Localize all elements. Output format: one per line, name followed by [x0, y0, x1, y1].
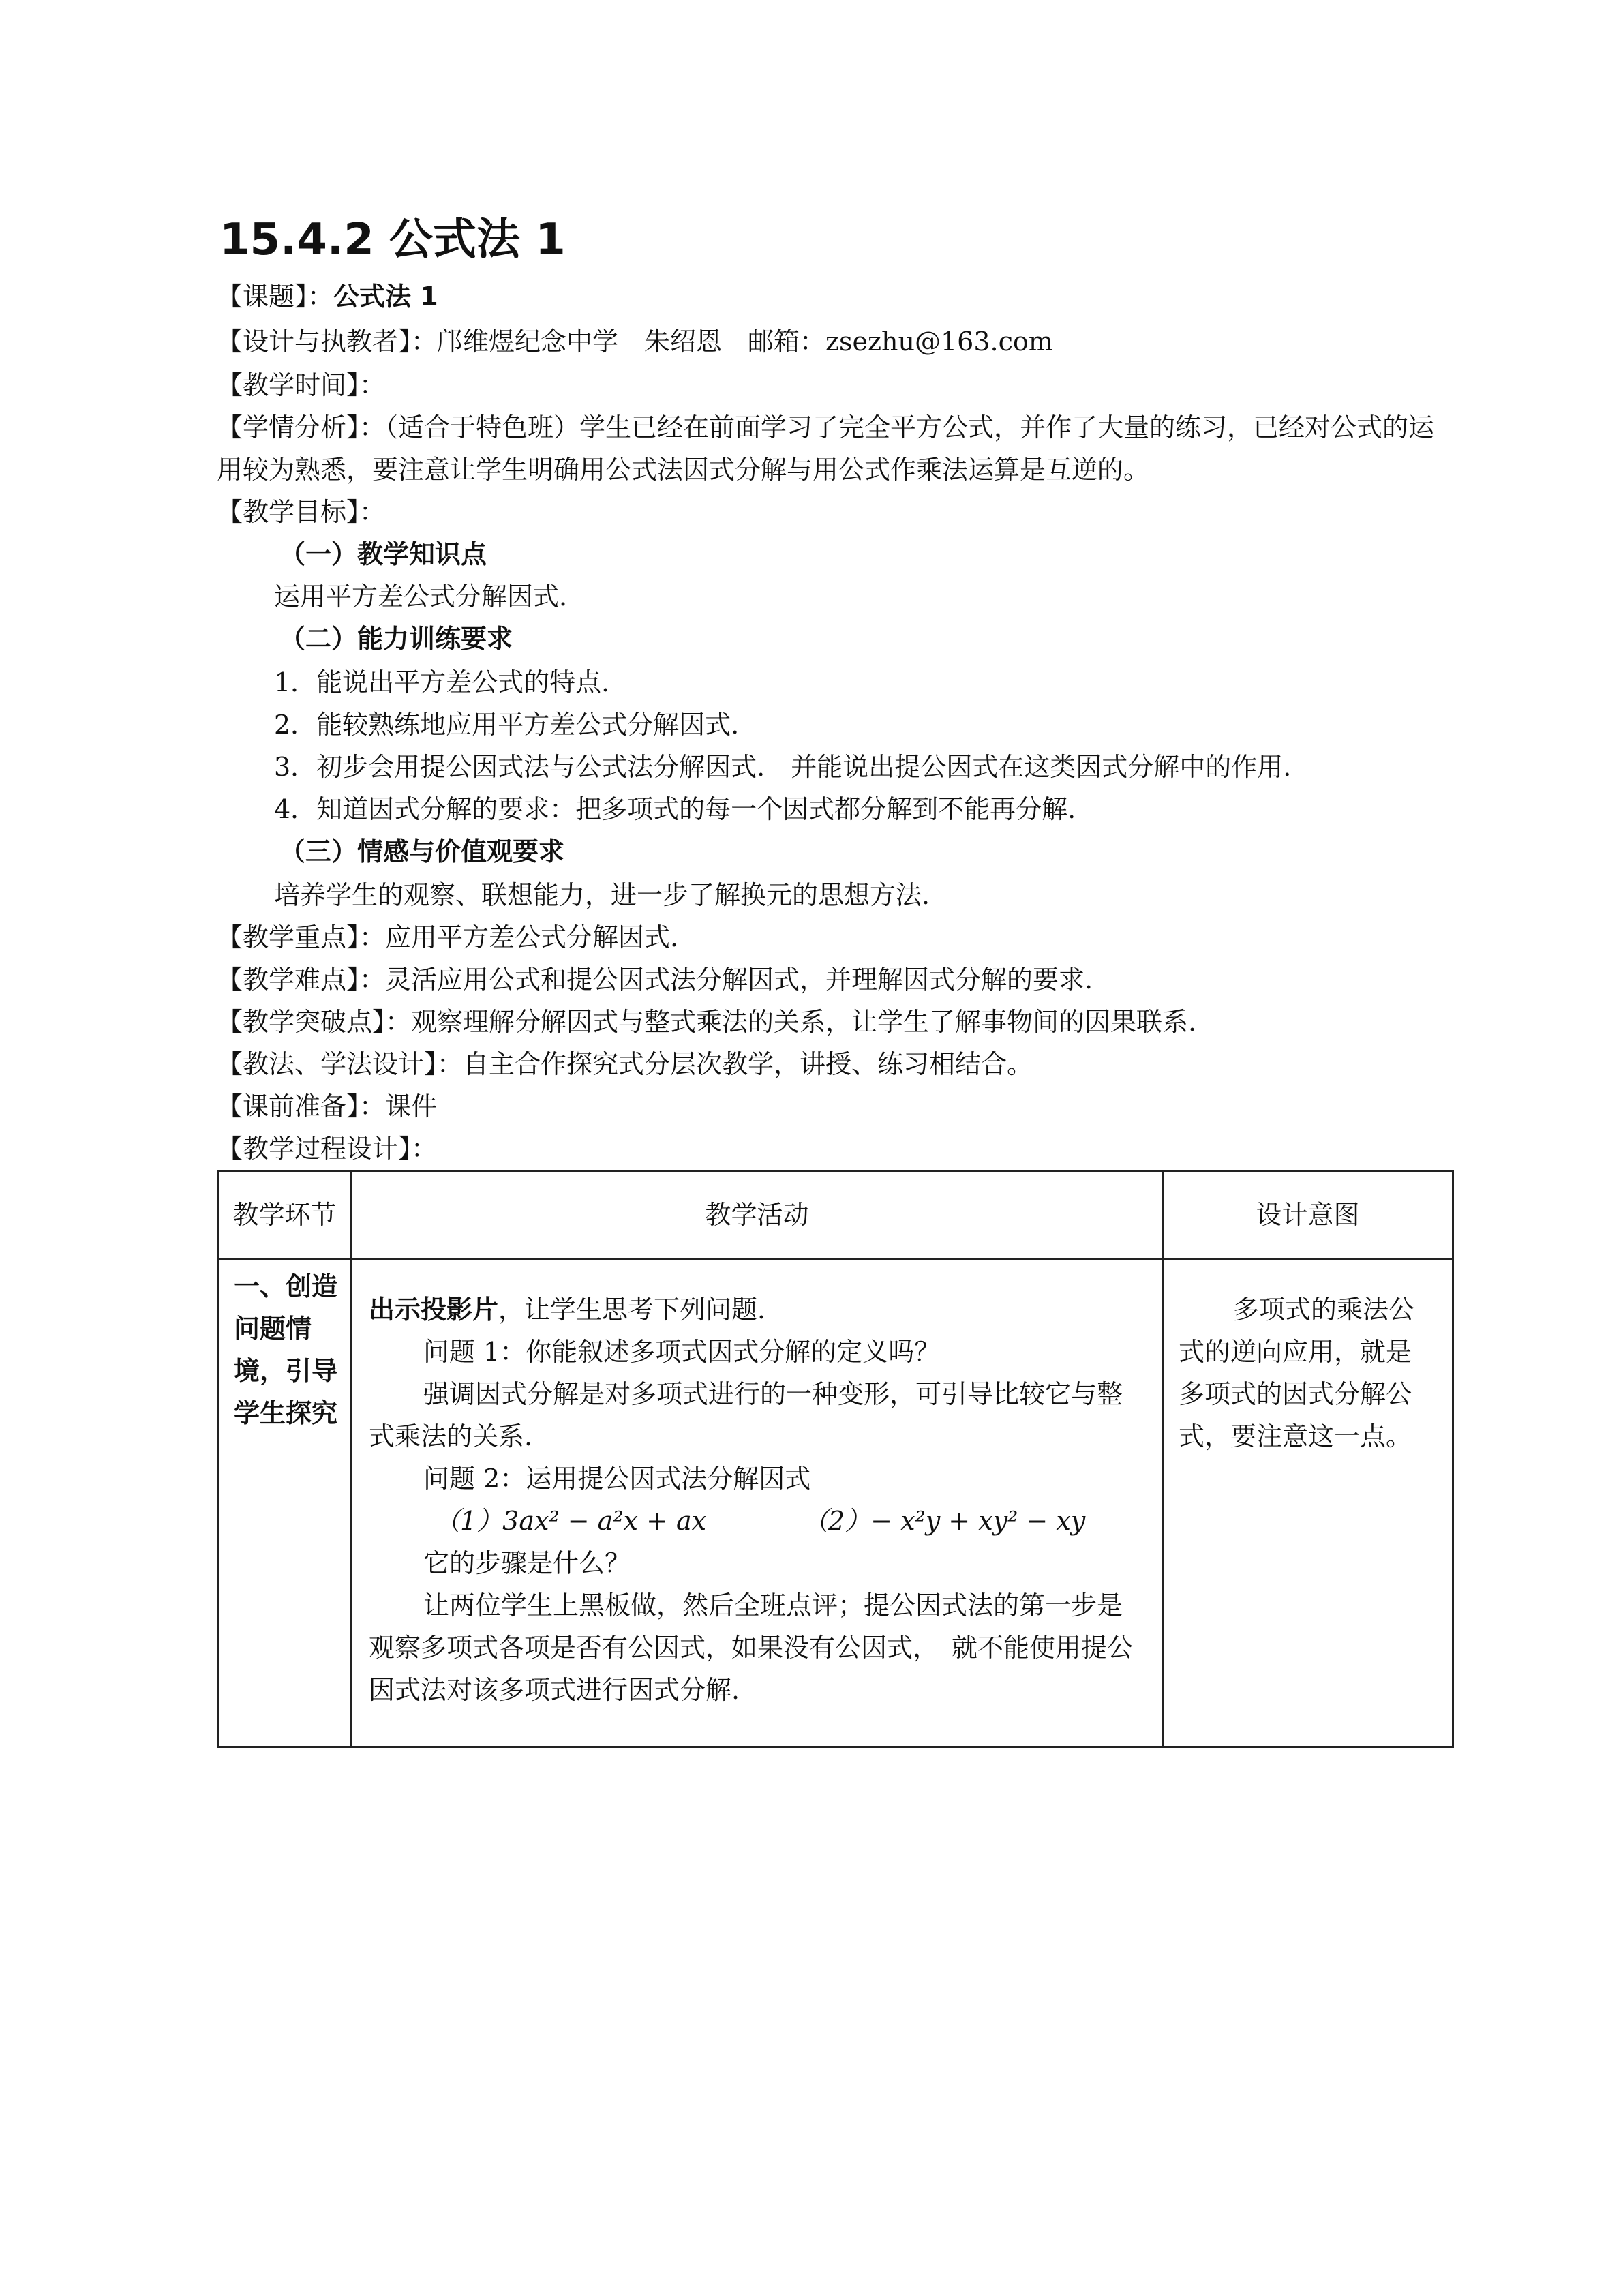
goal1-heading: （一）教学知识点 [279, 539, 487, 569]
question-2: 问题 2：运用提公因式法分解因式 [423, 1464, 811, 1494]
activity-intro-rest: ，让学生思考下列问题. [498, 1295, 766, 1325]
formula-row [434, 1500, 1145, 1542]
emphasis-text: 强调因式分解是对多项式进行的一种变形，可引导比较它与整式乘法的关系. [369, 1379, 1123, 1451]
intent-cell: 多项式的乘法公式的逆向应用，就是多项式的因式分解公式，要注意这一点。 [1163, 1259, 1453, 1747]
goal2-item-1: 1．能说出平方差公式的特点. [274, 667, 610, 697]
header-activity: 教学活动 [352, 1171, 1163, 1259]
method-line: 【教法、学法设计】：自主合作探究式分层次教学，讲授、练习相结合。 [217, 1049, 1033, 1079]
designer-line: 【设计与执教者】：邝维煜纪念中学 朱绍恩 邮箱：zsezhu@163.com [217, 327, 1053, 357]
header-intent: 设计意图 [1163, 1171, 1453, 1259]
goal2-item-2: 2．能较熟练地应用平方差公式分解因式. [274, 710, 740, 740]
teaching-process-table [217, 1170, 1454, 1748]
goal2-item-3: 3．初步会用提公因式法与公式法分解因式. 并能说出提公因式在这类因式分解中的作用. [274, 752, 1292, 782]
document-title: 15.4.2 公式法 1 [219, 215, 566, 265]
goal3-heading: （三）情感与价值观要求 [279, 836, 565, 866]
preparation-line: 【课前准备】：课件 [217, 1091, 438, 1121]
stage-cell: 一、创造问题情境，引导学生探究 [218, 1259, 352, 1747]
analysis-paragraph: 【学情分析】：（适合于特色班）学生已经在前面学习了完全平方公式，并作了大量的练习，已经对公式的运用较为熟悉，要注意让学生明确用公式法因式分解与用公式作乘法运算是互逆的。 [217, 412, 1435, 485]
table-header-row [218, 1171, 1453, 1259]
key-point-line: 【教学重点】：应用平方差公式分解因式. [217, 922, 679, 952]
table-row [218, 1259, 1453, 1747]
goal1-item: 运用平方差公式分解因式. [274, 581, 568, 611]
formula-1: （1）3ax² − a²x + ax [434, 1506, 707, 1536]
activity-intro [369, 1288, 1145, 1331]
goal2-item-4: 4．知道因式分解的要求：把多项式的每一个因式都分解到不能再分解. [274, 794, 1076, 824]
goal3-item: 培养学生的观察、联想能力，进一步了解换元的思想方法. [274, 880, 930, 910]
difficulty-line: 【教学难点】：灵活应用公式和提公因式法分解因式，并理解因式分解的要求. [217, 965, 1093, 995]
formula-2: （2）− x²y + xy² − xy [802, 1506, 1086, 1536]
process-label: 【教学过程设计】： [217, 1134, 438, 1164]
activity-intro-bold: 出示投影片 [369, 1295, 499, 1325]
practice-text: 让两位学生上黑板做，然后全班点评；提公因式法的第一步是观察多项式各项是否有公因式，如果没有公因式， 就不能使用提公因式法对该多项式进行因式分解. [369, 1590, 1134, 1705]
lesson-line [217, 275, 1444, 318]
goals-label: 【教学目标】： [217, 497, 386, 527]
lesson-value: 公式法 1 [333, 282, 438, 312]
breakthrough-line: 【教学突破点】：观察理解分解因式与整式乘法的关系，让学生了解事物间的因果联系. [217, 1007, 1197, 1037]
activity-cell [352, 1259, 1163, 1747]
time-line: 【教学时间】： [217, 370, 386, 400]
goal2-heading: （二）能力训练要求 [279, 624, 513, 654]
question-1: 问题 1：你能叙述多项式因式分解的定义吗？ [423, 1337, 941, 1367]
header-stage: 教学环节 [218, 1171, 352, 1259]
lesson-label: 【课题】： [217, 282, 334, 312]
steps-question: 它的步骤是什么？ [423, 1548, 631, 1578]
